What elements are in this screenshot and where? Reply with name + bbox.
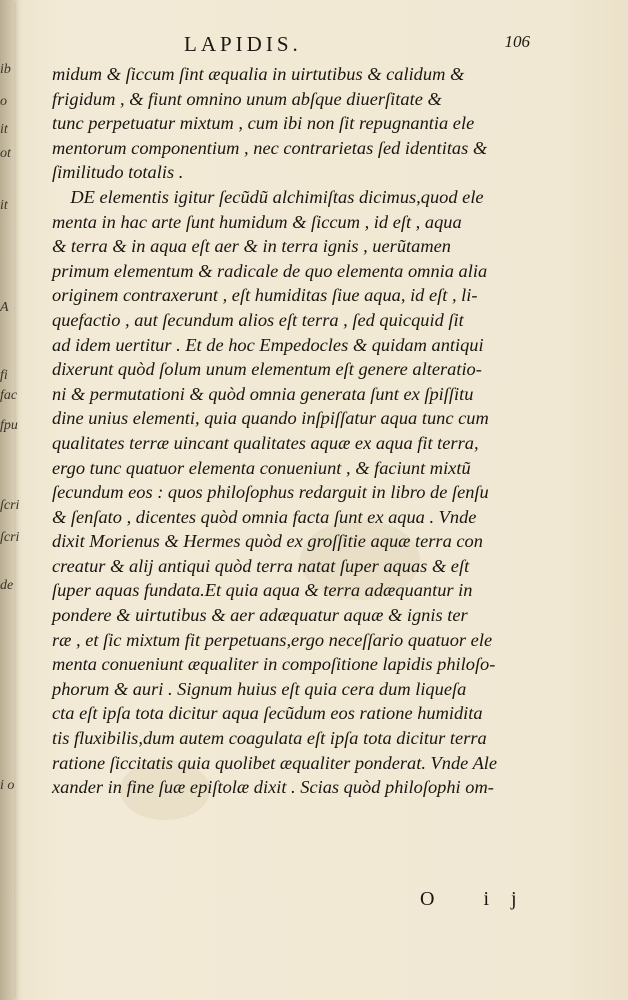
margin-bleed-text: ſcri [0,498,20,513]
running-head: LAPIDIS. [184,32,302,56]
text-line: ſecundum eos : quos philoſophus redarguit in libro de ſenſu [52,482,489,503]
text-line: quefactio , aut ſecundum alios eſt terra , ſed quicquid ſit [52,309,464,330]
text-line: primum elementum & radicale de quo elementa omnia alia [52,260,488,281]
margin-bleed-text: fi [0,368,8,383]
text-line: dixit Morienus & Hermes quòd ex groſſitie aquæ terra con [52,531,483,552]
margin-bleed-text: it [0,122,8,137]
margin-bleed-text: ot [0,146,11,161]
text-line: creatur & alij antiqui quòd terra natat ſuper aquas & eſt [52,555,470,576]
margin-bleed-text: fac [0,388,18,403]
text-line: ſuper aquas fundata.Et quia aqua & terra adæquantur in [52,580,473,601]
margin-bleed-text: fpu [0,418,18,433]
text-line: menta in hac arte ſunt humidum & ſiccum , id eſt , aqua [52,211,462,232]
page-number: 106 [504,32,530,51]
margin-bleed-text: ib [0,62,11,77]
text-line: midum & ſiccum ſint æqualia in uirtutibus & calidum & [52,64,465,84]
margin-bleed-text: o [0,94,7,109]
text-line: frigidum , & fiunt omnino unum abſque diuerſitate & [52,88,442,109]
margin-bleed-text: ſcri [0,530,20,545]
text-line: dine unius elementi, quia quando inſpiſſatur aqua tunc cum [52,408,489,429]
text-line: ratione ſiccitatis quia quolibet æqualiter ponderat. Vnde Ale [52,752,498,773]
margin-bleed-text: A [0,300,9,315]
text-line: ſimilitudo totalis . [52,162,184,183]
text-line: xander in fine ſuæ epiſtolæ dixit . Scias quòd philoſophi om- [52,777,494,798]
margin-bleed-text: de [0,578,14,593]
text-line: pondere & uirtutibus & aer adæquatur aquæ & ignis ter [52,605,468,626]
body-text [52,62,542,800]
text-line: & terra & in aqua eſt aer & in terra ignis , uerũtamen [52,236,451,257]
margin-bleed-text: i o [0,778,15,793]
text-line: ni & permutationi & quòd omnia generata ſunt ex ſpiſſitu [52,383,474,404]
text-line: tunc perpetuatur mixtum , cum ibi non ſit repugnantia ele [52,113,475,134]
text-line: cta eſt ipſa tota dicitur aqua ſecũdum eos ratione humidita [52,703,483,724]
text-line: ræ , et ſic mixtum fit perpetuans,ergo neceſſario quatuor ele [52,629,493,650]
text-line: dixerunt quòd ſolum unum elementum eſt genere alteratio- [52,359,482,380]
text-line: phorum & auri . Signum huius eſt quia cera dum liqueſa [52,678,467,699]
margin-bleed-text: it [0,198,8,213]
text-line: tis fluxibilis,dum autem coagulata eſt ipſa tota dicitur terra [52,728,487,749]
text-line: ergo tunc quatuor elementa conueniunt , & faciunt mixtũ [52,457,471,478]
text-line: ad idem uertitur . Et de hoc Empedocles & quidam antiqui [52,334,484,355]
text-line: menta conueniunt æqualiter in compoſitione lapidis philoſo- [52,654,496,675]
page-header [60,32,530,56]
text-line: & ſenſato , dicentes quòd omnia facta ſunt ex aqua . Vnde [52,506,477,527]
text-line: originem contraxerunt , eſt humiditas ſiue aqua, id eſt , li- [52,285,478,306]
signature-mark: O ij [420,888,539,910]
text-line: DE elementis igitur ſecũdũ alchimiſtas dicimus,quod ele [52,186,484,207]
text-line: mentorum componentium , nec contrarietas ſed identitas & [52,137,488,158]
text-line: qualitates terræ uincant qualitates aquæ ex aqua fit terra, [52,432,479,453]
